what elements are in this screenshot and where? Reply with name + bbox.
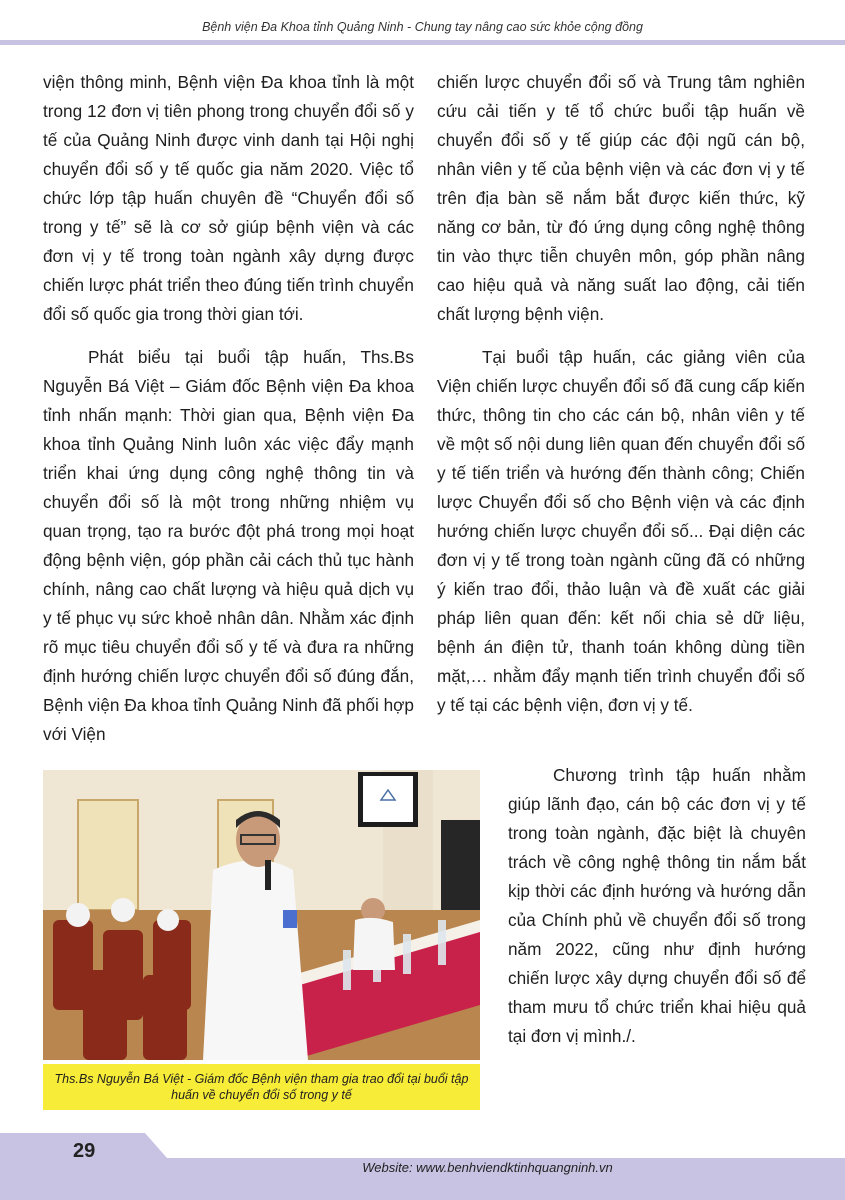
photo-illustration — [43, 770, 480, 1060]
page-number: 29 — [73, 1140, 96, 1162]
right-paragraph-3: Chương trình tập huấn nhằm giúp lãnh đạo, cán bộ các đơn vị y tế trong toàn ngành, đặc biệt là chuyên trách về công nghệ thông tin nắm bắt kịp thời các định hướng và hướng dẫn của Chính phủ về chuyển đổi số trong năm 2022, cũng như định hướng chiến lược xây dựng chuyển đổi số để tham mưu tổ chức triển khai hiệu quả tại đơn vị mình./. — [508, 765, 806, 1046]
photo-caption: Ths.Bs Nguyễn Bá Việt - Giám đốc Bệnh viện tham gia trao đổi tại buổi tập huấn về chuyển đổi số trong y tế — [43, 1064, 480, 1110]
header-bar — [0, 40, 845, 45]
right-column-bottom — [508, 761, 806, 1051]
footer-website: Website: www.benhviendktinhquangninh.vn — [362, 1160, 613, 1175]
left-paragraph-2: Phát biểu tại buổi tập huấn, Ths.Bs Nguyễn Bá Việt – Giám đốc Bệnh viện Đa khoa tỉnh nhấn mạnh: Thời gian qua, Bệnh viện Đa khoa tỉnh Quảng Ninh luôn xác việc đẩy mạnh triển khai ứng dụng công nghệ thông tin và chuyển đổi số là một trong những nhiệm vụ quan trọng, tạo ra bước đột phá trong mọi hoạt động bệnh viện, góp phần cải cách thủ tục hành chính, nâng cao chất lượng và hiệu quả dịch vụ y tế phục vụ sức khoẻ nhân dân. Nhằm xác định rõ mục tiêu chuyển đổi số y tế và đưa ra những định hướng chiến lược chuyển đổi số đúng đắn, Bệnh viện Đa khoa tỉnh Quảng Ninh đã phối hợp với Viện — [43, 347, 414, 744]
right-paragraph-1: chiến lược chuyển đổi số và Trung tâm nghiên cứu cải tiến y tế tổ chức buổi tập huấn về chuyển đổi số y tế giúp các đội ngũ cán bộ, nhân viên y tế của bệnh viện và các đơn vị y tế trên địa bàn sẽ nắm bắt được kiến thức, kỹ năng cơ bản, từ đó ứng dụng công nghệ thông tin vào thực tiễn chuyên môn, góp phần nâng cao hiệu quả và năng suất lao động, cải tiến chất lượng bệnh viện. — [437, 72, 805, 324]
right-paragraph-2: Tại buổi tập huấn, các giảng viên của Viện chiến lược chuyển đổi số đã cung cấp kiến thức, thông tin cho các cán bộ, nhân viên y tế về một số nội dung liên quan đến chuyển đổi số y tế tiến triển và hướng đến thành công; Chiến lược Chuyển đổi số cho Bệnh viện và các định hướng chiến lược chuyển đổi số... Đại diện các đơn vị y tế trong toàn ngành cũng đã có những ý kiến trao đổi, thảo luận và đề xuất các giải pháp liên quan đến: kết nối chia sẻ dữ liệu, bệnh án điện tử, thanh toán không dùng tiền mặt,… nhằm đẩy mạnh tiến trình chuyển đổi số y tế tại các bệnh viện, đơn vị y tế. — [437, 347, 805, 715]
left-paragraph-1: viện thông minh, Bệnh viện Đa khoa tỉnh là một trong 12 đơn vị tiên phong trong chuyển đổi số y tế của Quảng Ninh được vinh danh tại Hội nghị chuyển đổi số y tế quốc gia năm 2020. Việc tổ chức lớp tập huấn chuyên đề “Chuyển đổi số trong y tế” sẽ là cơ sở giúp bệnh viện và các đơn vị y tế trong toàn ngành xây dựng được chiến lược phát triển theo đúng tiến trình chuyển đổi số quốc gia trong thời gian tới. — [43, 72, 414, 324]
left-column — [43, 68, 414, 749]
right-column — [437, 68, 805, 720]
photo-speaker — [43, 770, 480, 1060]
header-title: Bệnh viện Đa Khoa tỉnh Quảng Ninh - Chung tay nâng cao sức khỏe cộng đồng — [202, 20, 643, 34]
page-header — [0, 0, 845, 58]
